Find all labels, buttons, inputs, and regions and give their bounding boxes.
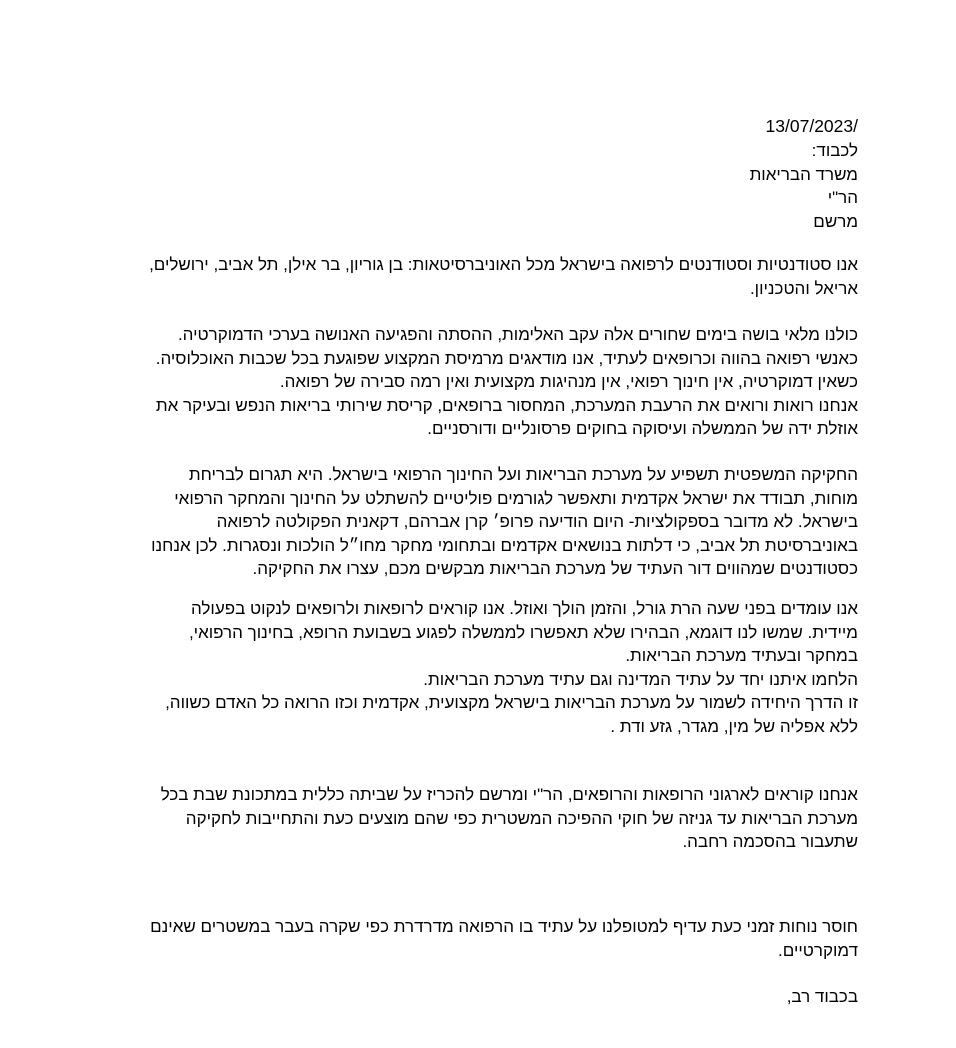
recipient-line: לכבוד:	[811, 141, 858, 160]
paragraph-shame	[98, 323, 858, 441]
paragraph-strike	[98, 783, 858, 854]
paragraph-line: כשאין דמוקרטיה, אין חינוך רפואי, אין מנהיגות מקצועית ואין רמה סבירה של רפואה.	[279, 372, 858, 391]
paragraph-line: באוניברסיטת תל אביב, כי דלתות בנושאים אקדמים ובתחומי מחקר מחו״ל הולכות ונסגרות. לכן אנחנו	[151, 535, 858, 555]
paragraph-line: זו הדרך היחידה לשמור על מערכת הבריאות בישראל מקצועית, אקדמית וכזו הרואה כל האדם כשווה,	[165, 693, 858, 712]
paragraph-line: הלחמו איתנו יחד על עתיד המדינה וגם עתיד מערכת הבריאות.	[423, 669, 858, 689]
recipient-line: משרד הבריאות	[749, 164, 858, 184]
paragraph-intro	[98, 253, 858, 300]
paragraph-line: אנחנו קוראים לארגוני הרופאות והרופאים, הר"י ומרשם להכריז על שביתה כללית במתכונת שבת בכל	[160, 785, 858, 804]
paragraph-line: מערכת הבריאות עד גניזה של חוקי ההפיכה המשטרית כפי שהם מוצעים כעת והתחייבות לחקיקה	[185, 808, 858, 828]
paragraph-line: אנו סטודנטיות וסטודנטים לרפואה בישראל מכל האוניברסיטאות: בן גוריון, בר אילן, תל אביב, ירושלים,	[149, 255, 858, 274]
paragraph-line: במחקר ובעתיד מערכת הבריאות.	[625, 646, 858, 665]
letter-date	[98, 115, 858, 139]
paragraph-line: שתעבור בהסכמה רחבה.	[682, 832, 858, 851]
letter-closing	[98, 985, 858, 1009]
paragraph-legislation	[98, 463, 858, 581]
recipients-block	[98, 139, 858, 233]
paragraph-line: חוסר נוחות זמני כעת עדיף למטופלנו על עתיד בו הרפואה מדרדרת כפי שקרה בעבר במשטרים שאינם	[150, 917, 858, 936]
paragraph-line: דמוקרטיים.	[778, 940, 858, 960]
paragraph-line: ללא אפליה של מין, מגדר, גזע ודת .	[610, 716, 858, 736]
paragraph-line: בישראל. לא מדובר בספקולציות- היום הודיעה פרופ׳ קרן אברהם, דקאנית הפקולטה לרפואה	[216, 512, 858, 531]
paragraph-line: אוזלת ידה של הממשלה ועיסוקה בחוקים פרסונליים ודורסניים.	[427, 419, 858, 438]
paragraph-line: אנו עומדים בפני שעה הרת גורל, והזמן הולך ואוזל. אנו קוראים לרופאות ולרופאים לנקוט בפעולה	[190, 599, 858, 618]
recipient-line: הר"י	[827, 188, 858, 207]
date-text: 13/07/2023/	[765, 116, 858, 136]
paragraph-line: כסטודנטים שמהווים דור העתיד של מערכת הבריאות מבקשים מכם, עצרו את החקיקה.	[252, 559, 858, 578]
paragraph-line: כאנשי רפואה בהווה וכרופאים לעתיד, אנו מודאגים מרמיסת המקצוע שפוגעת בכל שכבות האוכלוסיה.	[155, 348, 858, 368]
paragraph-line: אנחנו רואות ורואים את הרעבת המערכת, המחסור ברופאים, קריסת שירותי בריאות הנפש ובעיקר את	[155, 395, 858, 415]
paragraph-discomfort	[98, 915, 858, 962]
paragraph-line: כולנו מלאי בושה בימים שחורים אלה עקב האלימות, ההסתה והפגיעה האנושה בערכי הדמוקרטיה.	[177, 325, 858, 344]
paragraph-line: מיידית. שמשו לנו דוגמא, הבהירו שלא תאפשרו לממשלה לפגוע בשבועת הרופא, בחינוך הרפואי,	[188, 622, 858, 642]
paragraph-line: אריאל והטכניון.	[749, 278, 858, 298]
closing-text: בכבוד רב,	[786, 987, 858, 1006]
recipient-line: מרשם	[813, 211, 858, 231]
paragraph-line: החקיקה המשפטית תשפיע על מערכת הבריאות ועל החינוך הרפואי בישראל. היא תגרום לבריחת	[188, 465, 858, 484]
paragraph-line: מוחות, תבודד את ישראל אקדמית ותאפשר לגורמים פוליטיים להשתלט על החינוך והמחקר הרפואי	[174, 488, 858, 508]
paragraph-call-to-action	[98, 597, 858, 738]
